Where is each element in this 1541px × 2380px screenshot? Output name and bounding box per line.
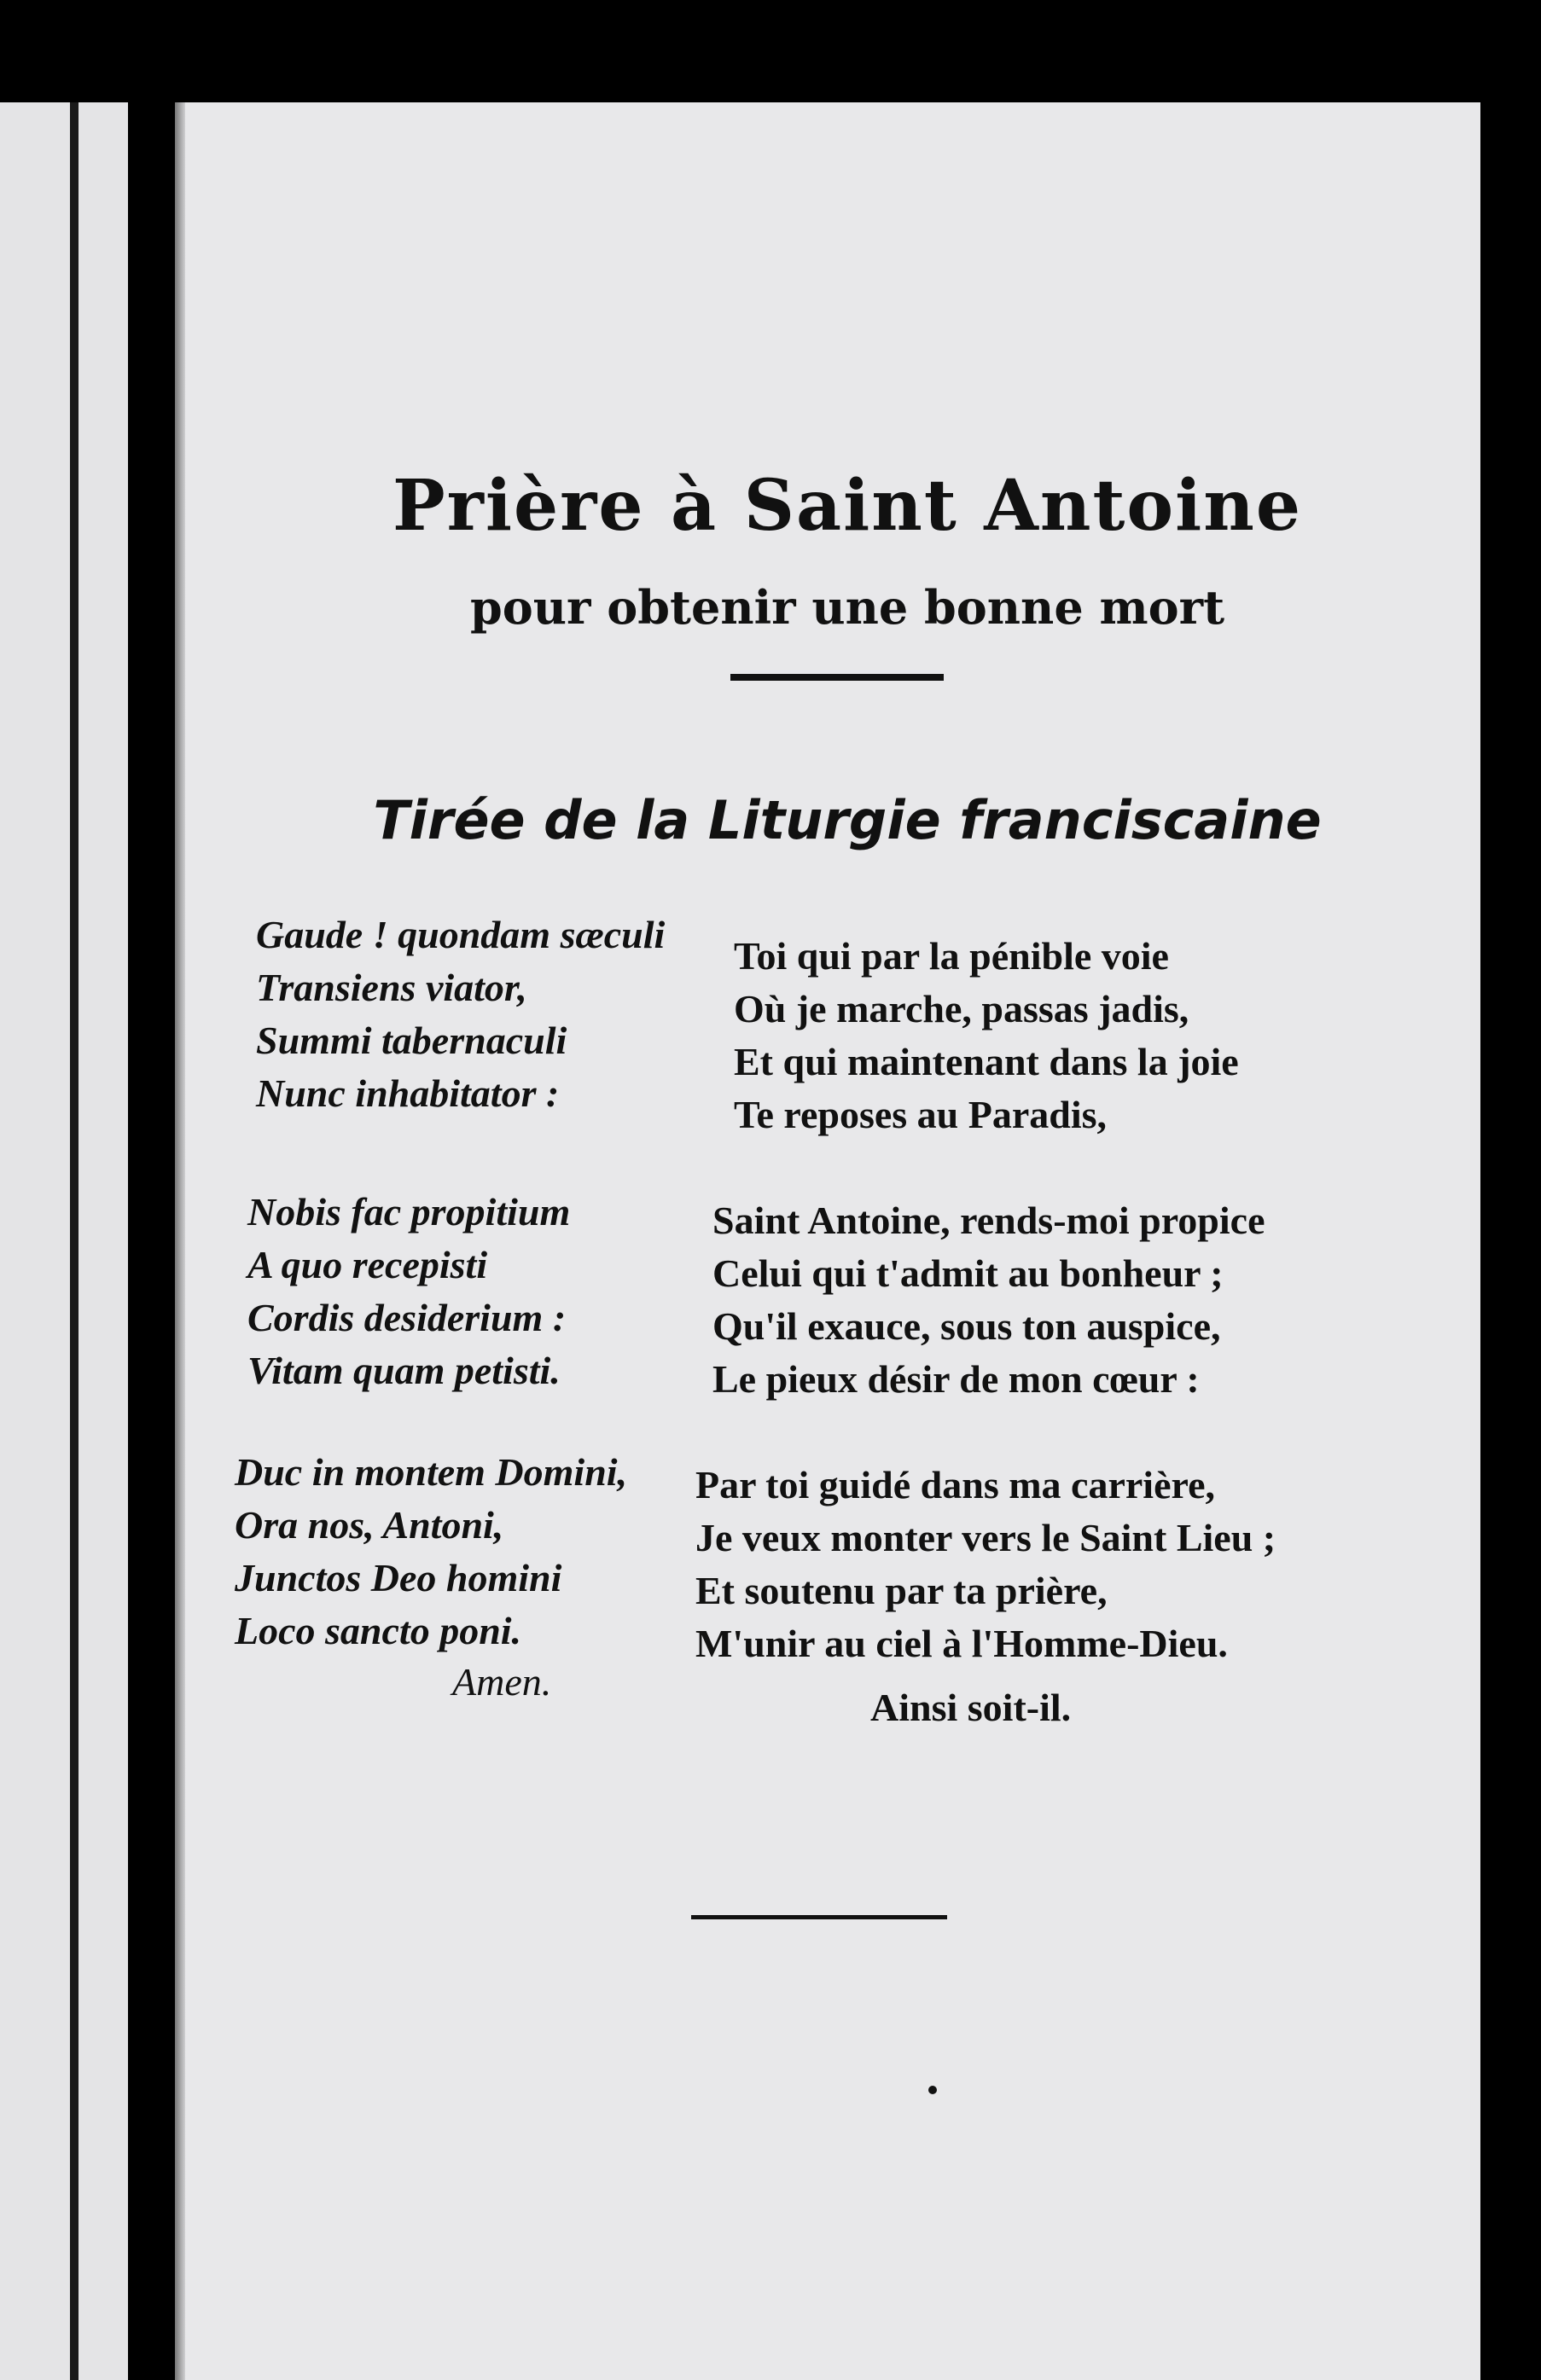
verse-line: Summi tabernaculi <box>256 1019 567 1062</box>
verse-line: Nunc inhabitator : <box>256 1071 560 1115</box>
verse-line: Transiens viator, <box>256 966 527 1009</box>
latin-stanza-3 <box>235 1446 627 1657</box>
verse-line: Vitam quam petisti. <box>247 1349 561 1392</box>
verse-line: Et soutenu par ta prière, <box>695 1569 1108 1612</box>
ornamental-rule <box>730 674 944 681</box>
verse-line: Junctos Deo homini <box>235 1556 562 1599</box>
source-heading: Tirée de la Liturgie franciscaine <box>373 789 1322 851</box>
verse-line: Cordis desiderium : <box>247 1296 567 1339</box>
verse-line: Duc in montem Domini, <box>235 1450 628 1494</box>
verse-line: Loco sancto poni. <box>235 1609 522 1652</box>
french-stanza-2 <box>712 1194 1265 1406</box>
french-stanza-3 <box>695 1459 1276 1670</box>
verse-line: Par toi guidé dans ma carrière, <box>695 1463 1215 1506</box>
verse-line: M'unir au ciel à l'Homme-Dieu. <box>695 1622 1228 1665</box>
left-page-edge <box>70 102 79 2380</box>
verse-line: Gaude ! quondam sæculi <box>256 913 666 956</box>
french-closing: Ainsi soit-il. <box>870 1686 1072 1729</box>
latin-stanza-1 <box>256 908 665 1120</box>
verse-line: Qu'il exauce, sous ton auspice, <box>712 1304 1221 1348</box>
verse-line: Le pieux désir de mon cœur : <box>712 1357 1200 1401</box>
verse-line: Où je marche, passas jadis, <box>734 987 1189 1030</box>
verse-line: A quo recepisti <box>247 1243 488 1286</box>
latin-stanza-2 <box>247 1186 570 1397</box>
ink-dot <box>928 2086 937 2094</box>
end-rule <box>691 1915 947 1919</box>
verse-line: Toi qui par la pénible voie <box>734 934 1169 978</box>
latin-closing: Amen. <box>452 1660 552 1704</box>
verse-line: Saint Antoine, rends-moi propice <box>712 1199 1265 1242</box>
left-page <box>0 102 128 2380</box>
prayer-subtitle: pour obtenir une bonne mort <box>469 580 1225 635</box>
verse-line: Et qui maintenant dans la joie <box>734 1040 1239 1083</box>
verse-line: Celui qui t'admit au bonheur ; <box>712 1251 1224 1295</box>
french-stanza-1 <box>734 930 1239 1141</box>
page-shadow <box>175 102 185 2380</box>
verse-line: Nobis fac propitium <box>247 1190 571 1234</box>
verse-line: Je veux monter vers le Saint Lieu ; <box>695 1516 1276 1559</box>
verse-line: Te reposes au Paradis, <box>734 1093 1108 1136</box>
verse-line: Ora nos, Antoni, <box>235 1503 504 1547</box>
prayer-title: Prière à Saint Antoine <box>392 465 1303 547</box>
